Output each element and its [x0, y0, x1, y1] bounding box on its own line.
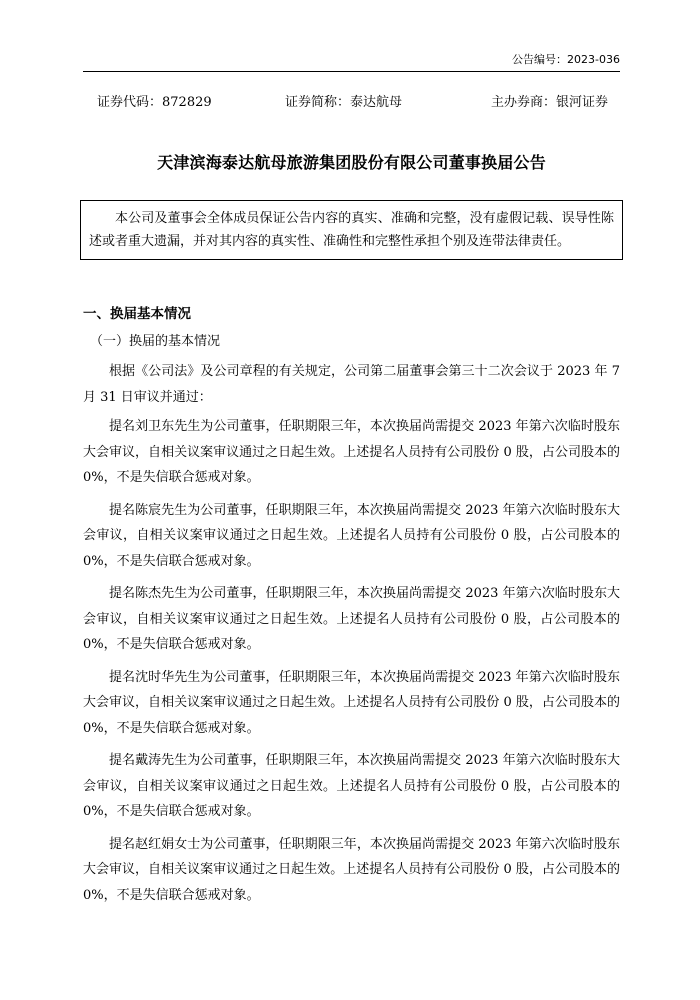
disclaimer-text: 本公司及董事会全体成员保证公告内容的真实、准确和完整，没有虚假记载、误导性陈述或者重大遗漏，并对其内容的真实性、准确性和完整性承担个别及连带法律责任。 [89, 211, 614, 249]
body-paragraph: 提名戴涛先生为公司董事，任职期限三年，本次换届尚需提交 2023 年第六次临时股东大会审议，自相关议案审议通过之日起生效。上述提名人员持有公司股份 0 股，占公司股本的 0%，不是失信联合惩戒对象。 [83, 753, 620, 819]
section-heading: 一、换届基本情况 [83, 306, 191, 322]
body-paragraph: 提名陈杰先生为公司董事，任职期限三年，本次换届尚需提交 2023 年第六次临时股东大会审议，自相关议案审议通过之日起生效。上述提名人员持有公司股份 0 股，占公司股本的 0%，不是失信联合惩戒对象。 [83, 586, 620, 652]
header-rule [83, 71, 620, 72]
announcement-number: 公告编号：2023-036 [512, 53, 620, 66]
sponsor-broker: 主办券商：银河证券 [490, 95, 608, 110]
document-title: 天津滨海泰达航母旅游集团股份有限公司董事换届公告 [157, 153, 546, 172]
stock-code: 证券代码：872829 [97, 95, 212, 110]
body-paragraph: 提名赵红娟女士为公司董事，任职期限三年，本次换届尚需提交 2023 年第六次临时股东大会审议，自相关议案审议通过之日起生效。上述提名人员持有公司股份 0 股，占公司股本的 0%，不是失信联合惩戒对象。 [83, 836, 620, 903]
body-paragraph: 提名陈宸先生为公司董事，任职期限三年，本次换届尚需提交 2023 年第六次临时股东大会审议，自相关议案审议通过之日起生效。上述提名人员持有公司股份 0 股，占公司股本的 0%，不是失信联合惩戒对象。 [83, 502, 620, 569]
disclaimer-box [80, 200, 623, 260]
stock-abbreviation: 证券简称：泰达航母 [285, 95, 403, 110]
body-paragraph: 提名刘卫东先生为公司董事，任职期限三年，本次换届尚需提交 2023 年第六次临时股东大会审议，自相关议案审议通过之日起生效。上述提名人员持有公司股份 0 股，占公司股本的 0%，不是失信联合惩戒对象。 [83, 419, 620, 485]
body-paragraph: 根据《公司法》及公司章程的有关规定，公司第二届董事会第三十二次会议于 2023 年 7 月 31 日审议并通过： [83, 364, 620, 405]
document-body [83, 359, 620, 915]
subsection-heading: （一）换届的基本情况 [90, 334, 221, 349]
body-paragraph: 提名沈时华先生为公司董事，任职期限三年，本次换届尚需提交 2023 年第六次临时股东大会审议，自相关议案审议通过之日起生效。上述提名人员持有公司股份 0 股，占公司股本的 0%，不是失信联合惩戒对象。 [83, 669, 620, 736]
security-info-row [83, 91, 620, 111]
